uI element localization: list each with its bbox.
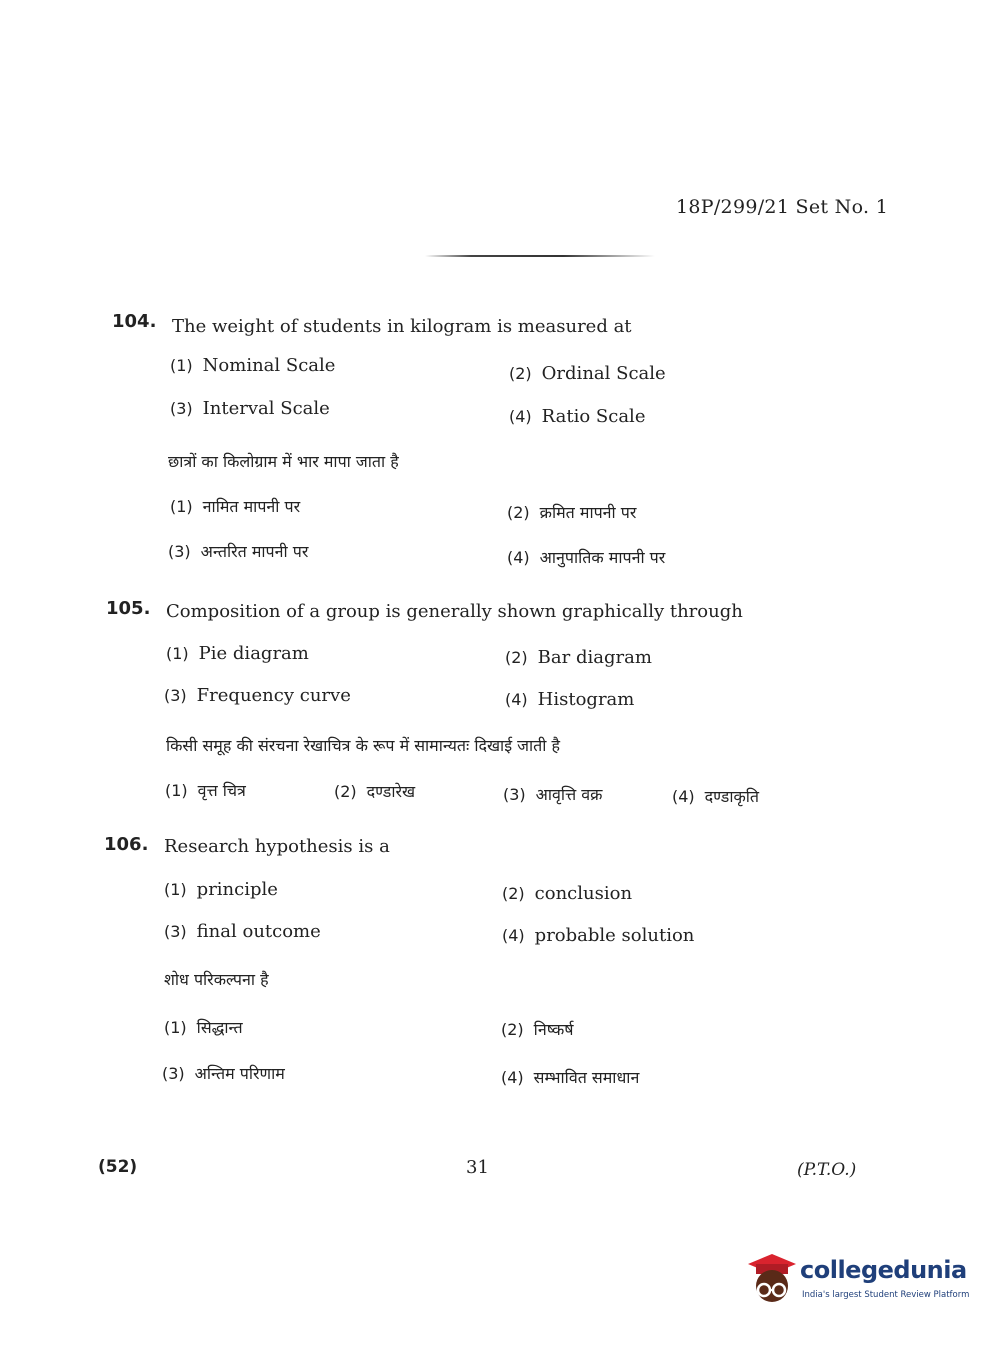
option-4-hi: [501, 1066, 639, 1088]
option-text: आवृत्ति वक्र: [535, 785, 603, 804]
option-2-hi: [507, 501, 636, 523]
booklet-code: (52): [98, 1157, 138, 1177]
question-text-en: Composition of a group is generally shown graphically through: [166, 601, 743, 622]
logo-name: collegedunia: [800, 1256, 967, 1284]
option-text: principle: [196, 879, 278, 900]
option-4-en: [505, 689, 634, 710]
logo-tagline: India's largest Student Review Platform: [802, 1290, 970, 1300]
option-label: (1): [166, 644, 189, 663]
option-3-hi: [162, 1062, 285, 1084]
option-text: Ordinal Scale: [541, 363, 666, 384]
option-text: Interval Scale: [202, 398, 330, 419]
option-label: (3): [170, 399, 193, 418]
option-3-en: [164, 921, 321, 942]
option-label: (2): [502, 884, 525, 903]
option-text: दण्डारेख: [366, 782, 416, 801]
question-text-hi: शोध परिकल्पना है: [164, 970, 269, 989]
option-label: (1): [164, 1018, 187, 1037]
option-text: सिद्धान्त: [196, 1018, 243, 1037]
option-label: (3): [164, 922, 187, 941]
option-2-en: [509, 363, 666, 384]
option-text: Bar diagram: [537, 647, 652, 668]
option-text: Histogram: [537, 689, 635, 710]
option-3-hi: [503, 783, 602, 805]
option-2-en: [502, 883, 632, 904]
option-label: (3): [162, 1064, 185, 1083]
paper-code: 18P/299/21 Set No. 1: [676, 196, 889, 218]
option-label: (4): [507, 548, 530, 567]
collegedunia-logo: [742, 1250, 972, 1310]
option-label: (2): [507, 503, 530, 522]
option-text: final outcome: [196, 921, 321, 942]
option-label: (2): [334, 782, 357, 801]
option-1-hi: [165, 779, 246, 801]
option-1-hi: [164, 1016, 243, 1038]
option-text: दण्डाकृति: [704, 787, 760, 806]
option-text: वृत्त चित्र: [197, 781, 246, 800]
option-3-hi: [168, 540, 308, 562]
option-2-hi: [334, 780, 415, 802]
question-number: 105.: [106, 598, 151, 619]
question-text-hi: छात्रों का किलोग्राम में भार मापा जाता है: [168, 452, 399, 471]
option-label: (1): [170, 356, 193, 375]
option-1-en: [166, 643, 309, 664]
option-3-en: [164, 685, 351, 706]
option-2-hi: [501, 1018, 574, 1040]
question-text-hi: किसी समूह की संरचना रेखाचित्र के रूप में सामान्यतः दिखाई जाती है: [166, 736, 561, 755]
option-label: (4): [505, 690, 528, 709]
option-label: (4): [509, 407, 532, 426]
option-3-en: [170, 398, 330, 419]
option-text: सम्भावित समाधान: [533, 1068, 640, 1087]
question-number: 106.: [104, 834, 149, 855]
question-number: 104.: [112, 311, 157, 332]
pto-note: (P.T.O.): [797, 1160, 857, 1180]
question-text-en: Research hypothesis is a: [164, 836, 390, 857]
page-number: 31: [466, 1157, 489, 1178]
option-1-en: [170, 355, 335, 376]
option-text: Frequency curve: [196, 685, 351, 706]
option-text: क्रमित मापनी पर: [539, 503, 637, 522]
option-label: (3): [164, 686, 187, 705]
option-4-en: [502, 925, 694, 946]
option-4-hi: [507, 546, 665, 568]
option-label: (2): [509, 364, 532, 383]
option-label: (1): [164, 880, 187, 899]
option-label: (3): [503, 785, 526, 804]
option-text: निष्कर्ष: [533, 1020, 574, 1039]
option-label: (1): [170, 497, 193, 516]
option-label: (2): [501, 1020, 524, 1039]
option-label: (1): [165, 781, 188, 800]
option-text: अन्तरित मापनी पर: [200, 542, 309, 561]
option-text: Ratio Scale: [541, 406, 646, 427]
option-text: अन्तिम परिणाम: [194, 1064, 285, 1083]
header-divider: [425, 255, 655, 257]
option-1-en: [164, 879, 278, 900]
option-4-en: [509, 406, 645, 427]
option-1-hi: [170, 495, 300, 517]
option-label: (4): [672, 787, 695, 806]
option-2-en: [505, 647, 652, 668]
option-label: (3): [168, 542, 191, 561]
option-label: (4): [502, 926, 525, 945]
option-text: नामित मापनी पर: [202, 497, 301, 516]
question-text-en: The weight of students in kilogram is measured at: [172, 316, 632, 337]
option-text: Nominal Scale: [202, 355, 336, 376]
option-4-hi: [672, 785, 759, 807]
option-label: (2): [505, 648, 528, 667]
option-text: Pie diagram: [198, 643, 309, 664]
option-text: conclusion: [534, 883, 633, 904]
option-label: (4): [501, 1068, 524, 1087]
option-text: आनुपातिक मापनी पर: [539, 548, 666, 567]
mascot-icon: [742, 1250, 798, 1310]
option-text: probable solution: [534, 925, 695, 946]
